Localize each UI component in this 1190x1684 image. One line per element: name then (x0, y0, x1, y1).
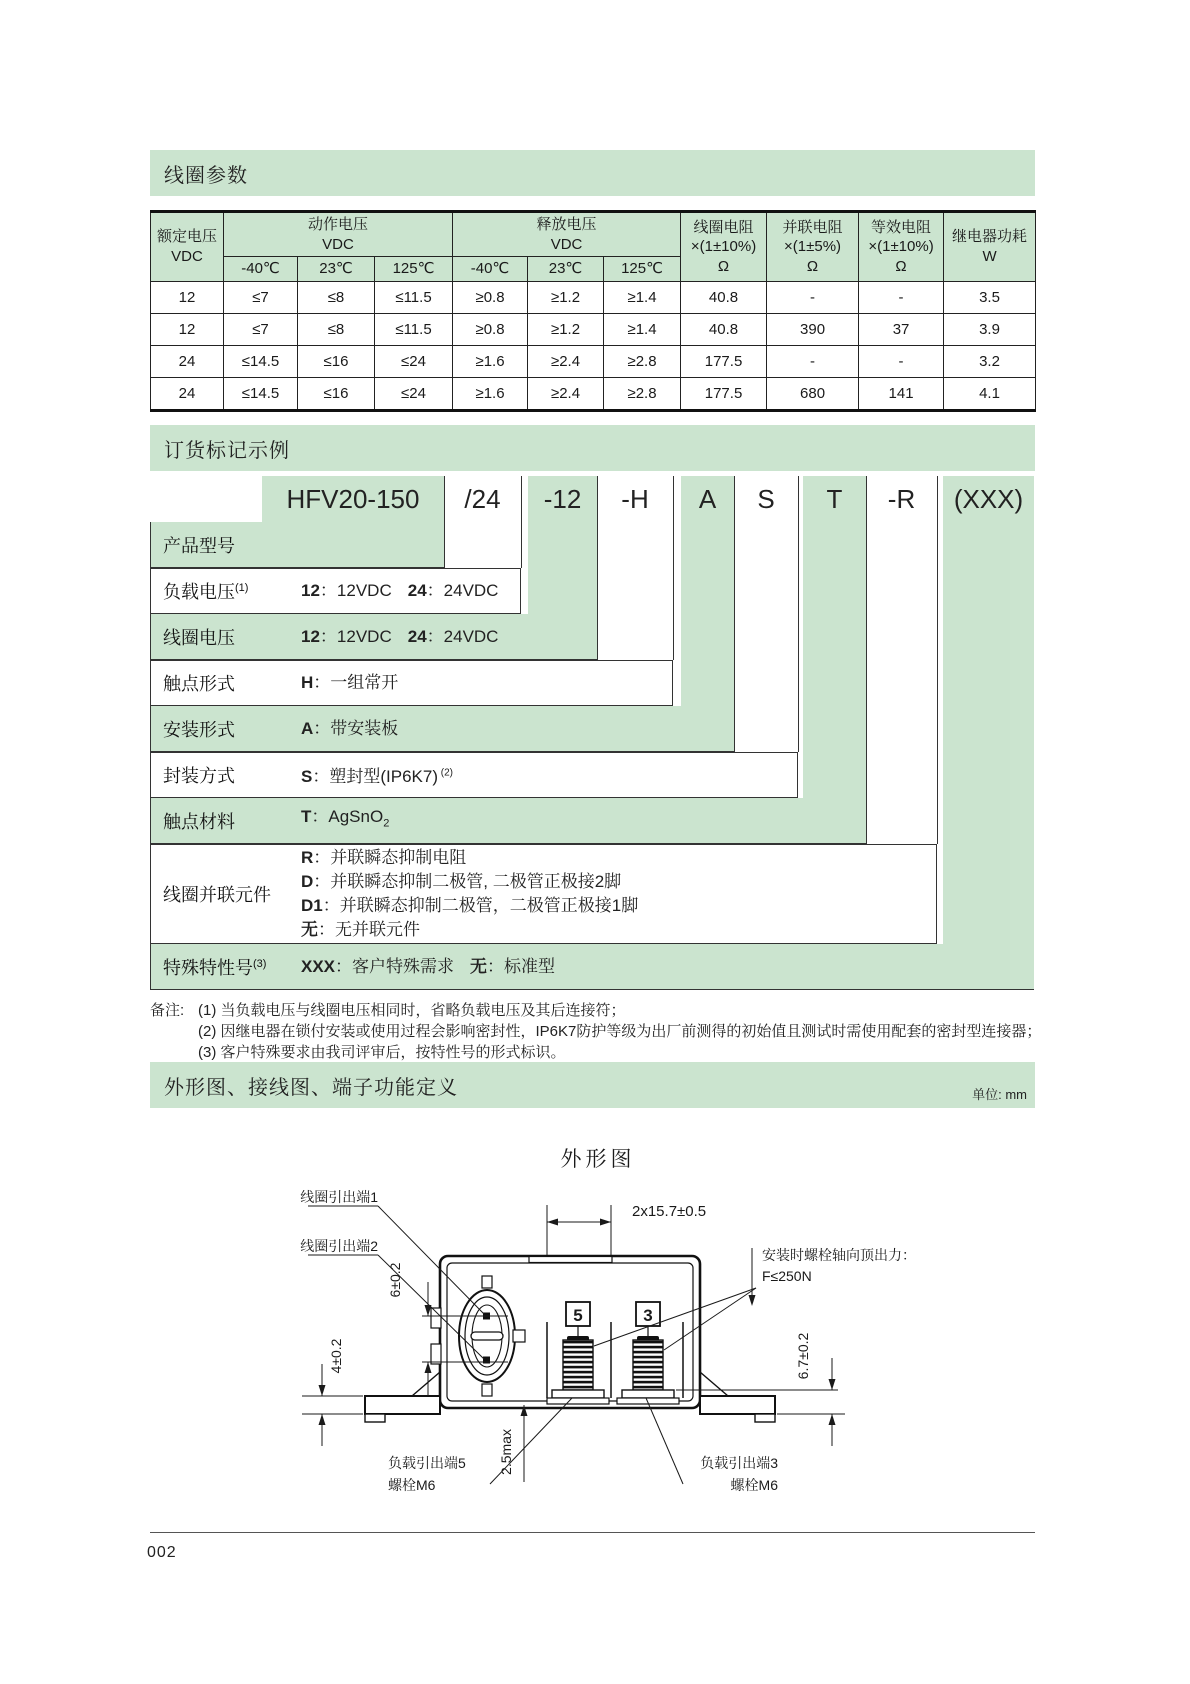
notes-list (198, 1000, 1041, 1063)
col-header-temp: 125℃ (604, 257, 681, 282)
mounting-flange-left (365, 1372, 440, 1422)
col-header-release-voltage: 释放电压 VDC (453, 212, 681, 257)
col-header-rated-voltage: 额定电压 VDC (151, 212, 224, 282)
load-terminal-5-label-2: 螺栓M6 (388, 1477, 436, 1493)
order-row-label: 特殊特性号$^{(3)}$ (163, 957, 267, 978)
table-cell: ≥1.6 (453, 377, 528, 410)
table-cell: ≤11.5 (375, 313, 453, 345)
load-terminal-5-label-1: 负载引出端5 (388, 1455, 466, 1471)
table-row (151, 281, 1036, 313)
dim-4-label: 4±0.2 (328, 1338, 344, 1374)
table-cell: 141 (859, 377, 944, 410)
table-cell: ≤11.5 (375, 281, 453, 313)
order-row-label: 触点形式 (163, 674, 235, 694)
note-item: (1) 当负载电压与线圈电压相同时，省略负载电压及其后连接符； (198, 1002, 626, 1019)
table-cell: 12 (151, 313, 224, 345)
table-cell: ≤24 (375, 377, 453, 410)
order-row-label: 线圈电压 (163, 627, 235, 648)
coil-terminal-2-label: 线圈引出端2 (300, 1238, 378, 1254)
table-cell: ≥1.2 (528, 313, 604, 345)
order-row-label: 线圈并联元件 (163, 885, 271, 905)
order-row-values (301, 805, 866, 835)
dimension-terminal-height (676, 1332, 845, 1446)
order-row-values (301, 761, 797, 789)
section-title: 线圈参数 (164, 164, 248, 187)
code-segment-mounting: A (698, 484, 717, 514)
table-cell: ≤8 (298, 281, 375, 313)
table-cell: ≥1.6 (453, 345, 528, 377)
col-header-temp: 125℃ (375, 257, 453, 282)
mount-force-label-1: 安装时螺栓轴向顶出力： (762, 1247, 916, 1263)
code-strip-special (943, 476, 1034, 944)
table-cell: ≥1.2 (528, 281, 604, 313)
mount-force-label-2: F≤250N (762, 1268, 812, 1284)
dim-6-label: 6±0.2 (387, 1262, 403, 1298)
table-cell: ≥0.8 (453, 281, 528, 313)
order-code-option: 12：12VDC (301, 581, 392, 600)
section-header-outline (150, 1062, 1035, 1108)
table-cell: ≥1.4 (604, 313, 681, 345)
order-row-label: 安装形式 (163, 719, 235, 740)
unit-label: 单位: mm (972, 1087, 1027, 1102)
note-item: (2) 因继电器在锁付安装或使用过程会影响密封性，IP6K7防护等级为出厂前测得的初始值且测试时需使用配套的密封型连接器； (198, 1023, 1042, 1040)
code-guide-line (798, 476, 799, 752)
order-row-values (301, 717, 734, 741)
table-cell: ≥2.8 (604, 377, 681, 410)
code-segment-coil-voltage: -12 (543, 484, 582, 514)
drawing-title: 外形图 (560, 1148, 636, 1171)
order-row-product-model (150, 522, 444, 568)
code-guide-line (673, 476, 674, 660)
order-row-contact-form (150, 660, 673, 706)
code-segment-special: (XXX) (953, 484, 1024, 514)
table-cell: ≤16 (298, 345, 375, 377)
arrowhead (749, 1295, 756, 1306)
order-row-coil-voltage (150, 614, 597, 660)
code-segment-contact-material: T (826, 484, 843, 514)
table-cell: - (859, 345, 944, 377)
order-row-label: 触点材料 (163, 811, 235, 832)
order-code-option: 24：24VDC (407, 626, 499, 646)
table-row (151, 313, 1036, 345)
order-row-values (301, 625, 597, 649)
table-cell: ≤7 (224, 281, 298, 313)
table-cell: - (859, 281, 944, 313)
table-cell: 24 (151, 345, 224, 377)
table-cell: 40.8 (681, 281, 767, 313)
order-row-coil-parallel (150, 844, 937, 944)
col-header-temp: -40℃ (453, 257, 528, 282)
order-code-option: 无：无并联元件 (301, 920, 420, 939)
table-cell: ≤8 (298, 313, 375, 345)
table-cell: 3.2 (944, 345, 1036, 377)
col-header-temp: -40℃ (224, 257, 298, 282)
table-cell: 390 (767, 313, 859, 345)
notes (150, 1000, 1050, 1063)
section-title: 外形图、接线图、端子功能定义 (164, 1076, 458, 1099)
connector-latch-upper (431, 1308, 441, 1328)
order-code-option: A：带安装板 (301, 718, 399, 738)
coil-terminal-1-label: 线圈引出端1 (300, 1189, 378, 1205)
bolt-5-thread (563, 1340, 593, 1390)
arrowhead (547, 1219, 558, 1226)
order-code-option: T：AgSnO$_2$ (301, 807, 390, 830)
table-cell: 37 (859, 313, 944, 345)
order-row-label: 封装方式 (163, 766, 235, 786)
section-header-ordering (150, 425, 1035, 471)
order-code-option: 无：标准型 (470, 956, 556, 976)
table-row (151, 345, 1036, 377)
table-header-row-1 (151, 212, 1036, 257)
order-row-values (301, 955, 1034, 979)
order-row-mounting (150, 706, 734, 752)
code-segment-enclosure: S (757, 484, 775, 514)
section-title: 订货标记示例 (164, 439, 290, 462)
col-header-temp: 23℃ (298, 257, 375, 282)
dim-25-label: 2.5max (498, 1429, 514, 1475)
connector-tab-right (513, 1330, 525, 1342)
col-header-temp: 23℃ (528, 257, 604, 282)
table-cell: 177.5 (681, 345, 767, 377)
code-segment-contact-form: -H (621, 484, 649, 514)
table-cell: 24 (151, 377, 224, 410)
terminal-5-number: 5 (573, 1306, 583, 1325)
table-cell: 4.1 (944, 377, 1036, 410)
table-cell: ≤14.5 (224, 345, 298, 377)
table-cell: ≥2.4 (528, 377, 604, 410)
order-code-option: 24：24VDC (407, 581, 499, 600)
load-terminal-3-label-2: 螺栓M6 (730, 1477, 778, 1493)
code-guide-line (521, 476, 522, 568)
order-code-option: S：塑封型(IP6K7) $^{(2)}$ (301, 766, 453, 786)
arrowhead (600, 1219, 611, 1226)
coil-parameter-table (150, 210, 1036, 412)
col-header-relay-power: 继电器功耗 W (944, 212, 1036, 282)
col-header-operate-voltage: 动作电压 VDC (224, 212, 453, 257)
table-cell: - (767, 281, 859, 313)
order-row-values (301, 671, 672, 695)
table-cell: 3.9 (944, 313, 1036, 345)
section-header-coil-parameters (150, 150, 1035, 196)
order-code-option: D1：并联瞬态抑制二极管，二极管正极接1脚 (301, 896, 639, 915)
order-row-values (301, 846, 936, 942)
coil-table-body (151, 281, 1036, 410)
table-cell: 3.5 (944, 281, 1036, 313)
table-cell: 177.5 (681, 377, 767, 410)
connector-latch-lower (431, 1344, 441, 1364)
table-cell: ≥2.8 (604, 345, 681, 377)
page-number: 002 (147, 1544, 177, 1561)
col-header-shunt-resistance: 并联电阻 ×(1±5%) Ω (767, 212, 859, 282)
table-cell: 40.8 (681, 313, 767, 345)
order-code-option: R：并联瞬态抑制电阻 (301, 848, 467, 867)
footer-divider (150, 1532, 1035, 1533)
table-cell: ≥2.4 (528, 345, 604, 377)
table-cell: ≥1.4 (604, 281, 681, 313)
code-segment-load-voltage: /24 (464, 484, 501, 514)
order-code-option: XXX：客户特殊需求 (301, 956, 455, 976)
order-row-enclosure (150, 752, 798, 798)
table-cell: ≤14.5 (224, 377, 298, 410)
table-cell: 680 (767, 377, 859, 410)
order-code-option: H：一组常开 (301, 673, 399, 692)
note-item: (3) 客户特殊要求由我司评审后，按特性号的形式标识。 (198, 1044, 566, 1061)
order-row-values (301, 579, 520, 603)
order-row-contact-material (150, 798, 866, 844)
dim-pitch-label: 2x15.7±0.5 (632, 1203, 707, 1220)
table-cell: ≥0.8 (453, 313, 528, 345)
mounting-flange-right (700, 1372, 775, 1422)
order-code-option: 12：12VDC (301, 626, 392, 646)
bolt-5-seat (547, 1398, 609, 1404)
connector-tab-bottom (482, 1384, 492, 1396)
order-code-option: D：并联瞬态抑制二极管, 二极管正极接2脚 (301, 872, 622, 891)
table-cell: ≤24 (375, 345, 453, 377)
connector-key-slot (471, 1332, 503, 1340)
order-row-label: 负载电压$^{(1)}$ (163, 582, 249, 602)
dimension-flange (302, 1338, 363, 1446)
relay-outline-drawing (150, 1130, 1035, 1530)
notes-label: 备注: (150, 1002, 185, 1019)
code-segment-coil-parallel: -R (887, 484, 916, 514)
table-cell: 12 (151, 281, 224, 313)
bolt-3-washer (622, 1390, 674, 1398)
dim-67-label: 6.7±0.2 (795, 1332, 811, 1380)
code-strip-contact-material (803, 476, 866, 798)
code-guide-line (866, 476, 867, 844)
bolt-5-washer (552, 1390, 604, 1398)
table-row (151, 377, 1036, 410)
order-row-load-voltage (150, 568, 521, 614)
load-terminal-3-label-1: 负载引出端3 (700, 1455, 778, 1471)
bolt-3-thread (633, 1340, 663, 1390)
table-cell: ≤7 (224, 313, 298, 345)
terminal-3-number: 3 (643, 1306, 653, 1325)
code-guide-line (937, 476, 938, 844)
col-header-coil-resistance: 线圈电阻 ×(1±10%) Ω (681, 212, 767, 282)
body-top-notch (529, 1257, 612, 1263)
table-cell: - (767, 345, 859, 377)
table-cell: ≤16 (298, 377, 375, 410)
connector-tab-top (482, 1276, 492, 1288)
order-row-label: 产品型号 (163, 535, 235, 556)
col-header-equivalent-resistance: 等效电阻 ×(1±10%) Ω (859, 212, 944, 282)
code-segment-model: HFV20-150 (286, 484, 420, 514)
order-row-special (150, 944, 1034, 990)
